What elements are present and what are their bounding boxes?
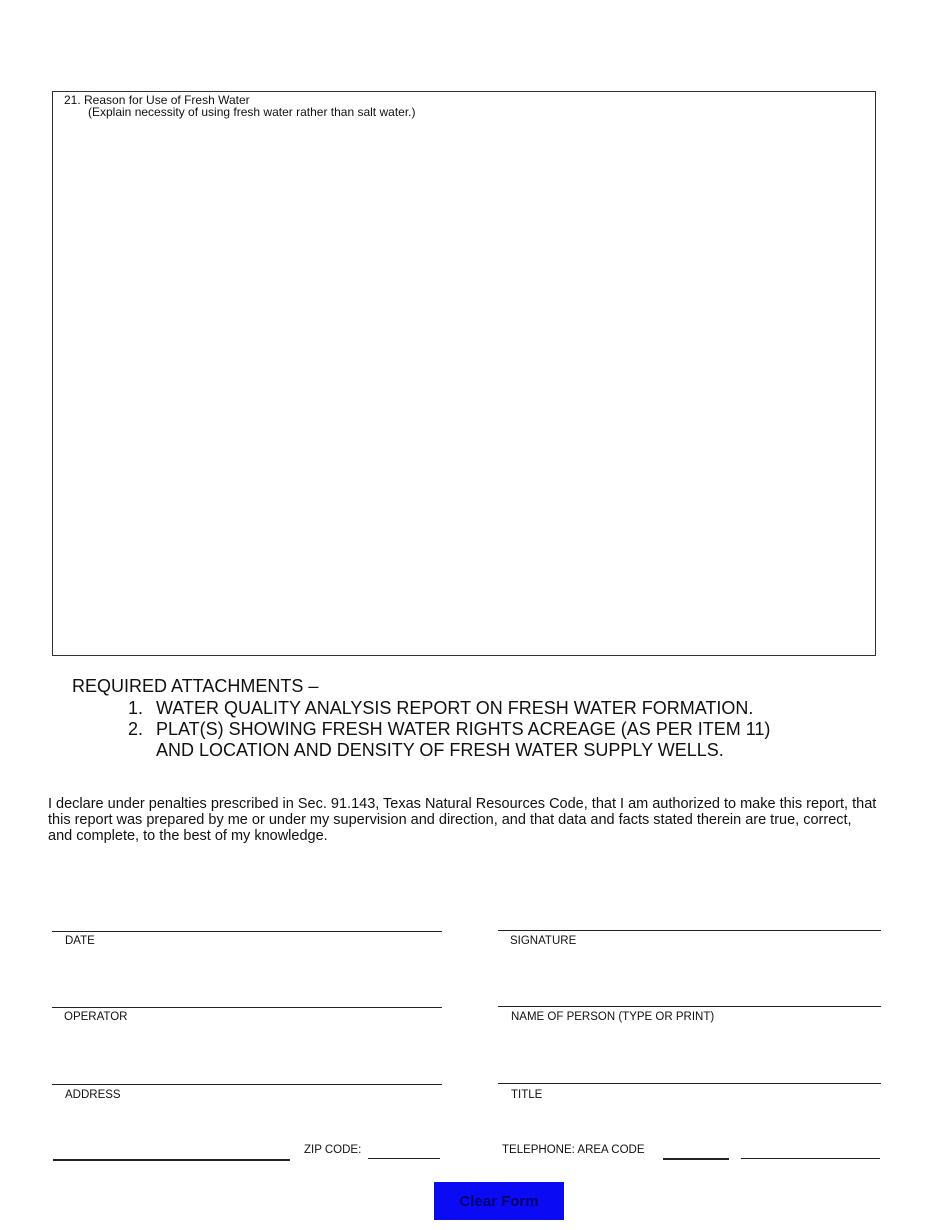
title-underline <box>498 1083 881 1084</box>
signature-label: SIGNATURE <box>510 935 577 947</box>
city-underline <box>53 1159 290 1161</box>
telephone-field[interactable] <box>742 1136 883 1158</box>
attachment-item-continuation: AND LOCATION AND DENSITY OF FRESH WATER SUPPLY WELLS. <box>156 740 724 760</box>
operator-label: OPERATOR <box>64 1011 128 1023</box>
zip-underline <box>368 1158 440 1159</box>
clear-form-button[interactable]: Clear Form <box>434 1182 564 1220</box>
date-field[interactable] <box>54 908 444 930</box>
telephone-label: TELEPHONE: AREA CODE <box>502 1144 645 1156</box>
operator-underline <box>52 1007 442 1008</box>
declaration-text: I declare under penalties prescribed in Sec. 91.143, Texas Natural Resources Code, that I am authorized to make this report, that this report was prepared by me or under my supervision and direction, and that data and facts stated therein are true, correct, and complete, to the best of my knowledge. <box>48 796 877 844</box>
telephone-underline <box>741 1158 880 1159</box>
date-underline <box>52 931 442 932</box>
attachment-number: 2. <box>128 719 144 739</box>
city-field[interactable] <box>55 1136 292 1158</box>
attachment-item: WATER QUALITY ANALYSIS REPORT ON FRESH WATER FORMATION. <box>156 698 754 718</box>
attachments-heading: REQUIRED ATTACHMENTS – <box>72 676 319 696</box>
zip-label: ZIP CODE: <box>304 1144 362 1156</box>
attachment-item: PLAT(S) SHOWING FRESH WATER RIGHTS ACREAGE (AS PER ITEM 11) <box>156 719 771 739</box>
title-field[interactable] <box>500 1060 883 1082</box>
address-underline <box>52 1084 442 1085</box>
zip-field[interactable] <box>369 1136 443 1158</box>
reason-subtitle: (Explain necessity of using fresh water rather than salt water.) <box>88 105 416 119</box>
reason-title: 21. Reason for Use of Fresh Water <box>64 93 250 107</box>
area-code-underline <box>663 1158 729 1160</box>
attachment-number: 1. <box>128 698 144 718</box>
title-label: TITLE <box>511 1089 543 1101</box>
signature-underline <box>498 930 881 931</box>
area-code-field[interactable] <box>664 1136 732 1158</box>
name-underline <box>498 1006 881 1007</box>
signature-field[interactable] <box>500 907 883 929</box>
address-label: ADDRESS <box>65 1089 121 1101</box>
name-field[interactable] <box>500 983 883 1005</box>
name-label: NAME OF PERSON (TYPE OR PRINT) <box>511 1011 715 1023</box>
date-label: DATE <box>65 935 95 947</box>
address-field[interactable] <box>54 1061 444 1083</box>
reason-textarea[interactable] <box>56 124 876 656</box>
operator-field[interactable] <box>54 984 444 1006</box>
